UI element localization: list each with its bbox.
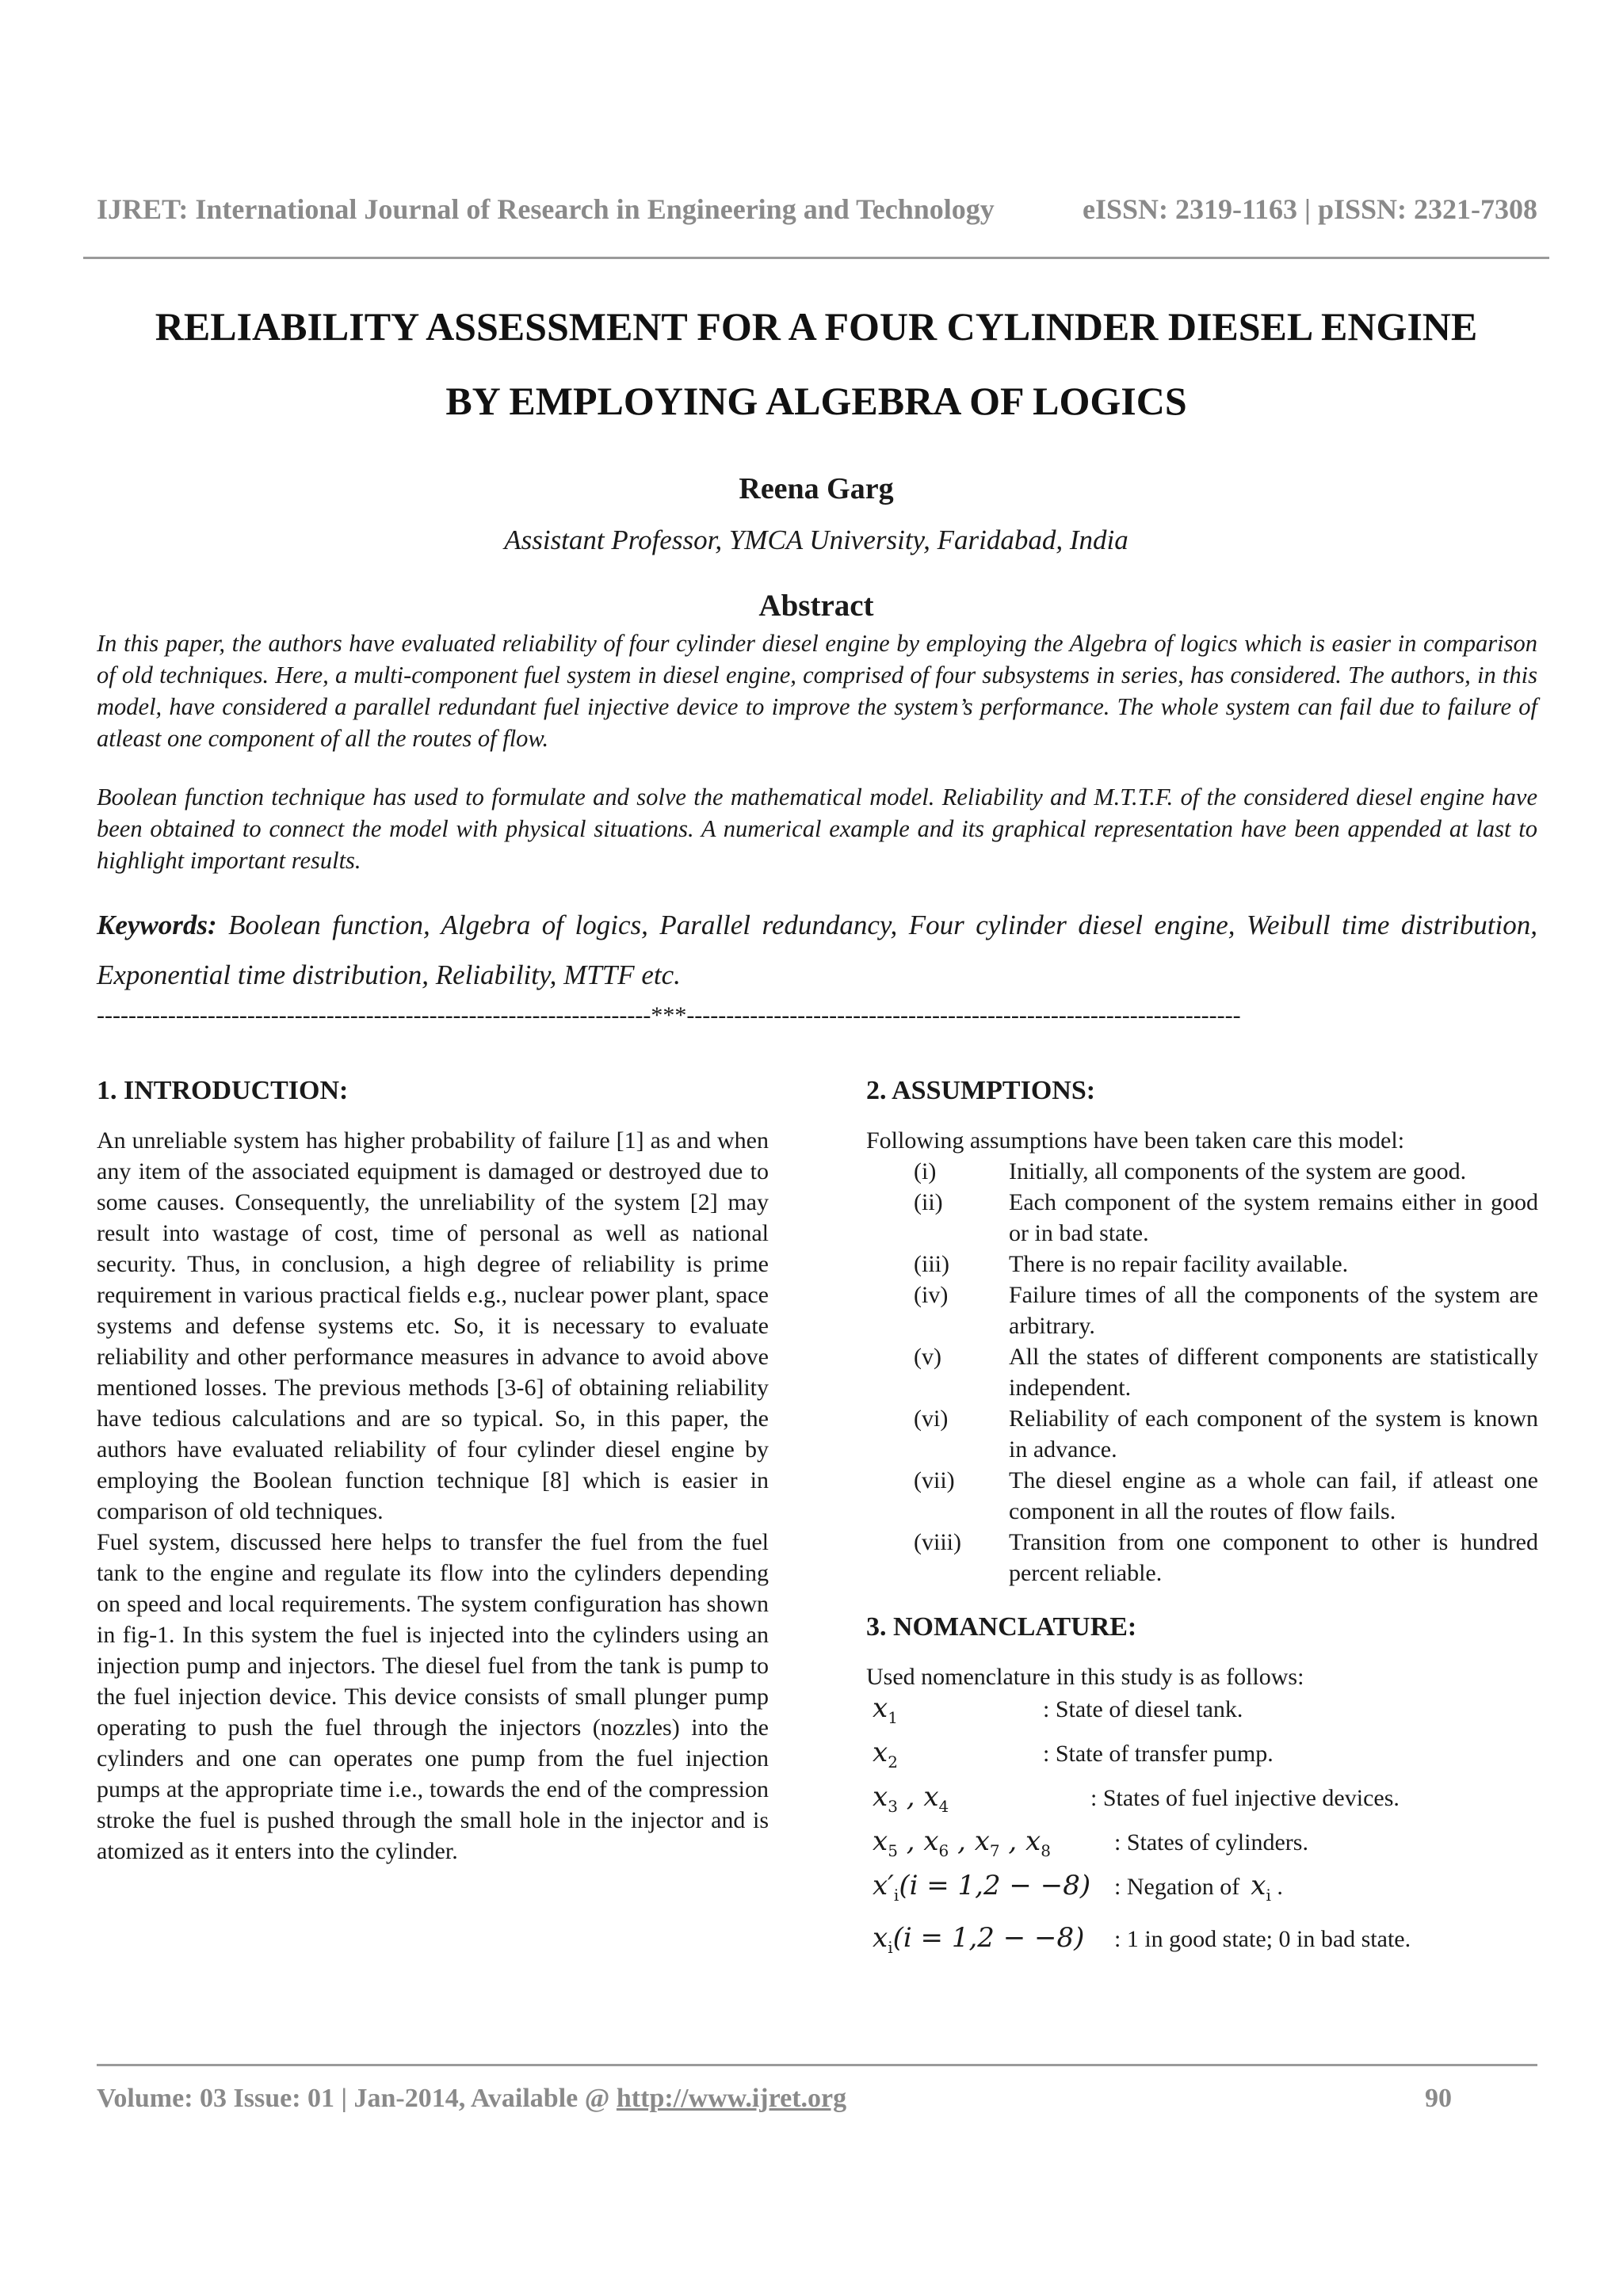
footer-rule (97, 2064, 1537, 2066)
keywords (97, 900, 1537, 1000)
page-number: 90 (1425, 2084, 1452, 2113)
author-name: Reena Garg (739, 472, 894, 505)
nomenclature-row: $x_5$ , $x_6$ , $x_7$ , $x_8$ : States of cylinders. (866, 1825, 1538, 1870)
abstract-paragraph-2: Boolean function technique has used to formulate and solve the mathematical model. Reliability and M.T.T.F. of the considered diesel engine have been obtained to connect the model with physical situations. A numerical example and its graphical representation have been appended at last to highlight important results. (97, 784, 1537, 874)
nomenclature-intro: Used nomenclature in this study is as follows: (866, 1664, 1304, 1690)
symbol-xi-range: $x_i(i = 1,2 - -8)$ (873, 1922, 1085, 1957)
section-divider: ----------------------------------------------------------------------***---------------------------------------------------------------------- (97, 1002, 1241, 1028)
symbol-x5-x8: $x_5$ , $x_6$ , $x_7$ , $x_8$ (873, 1825, 1051, 1860)
journal-link[interactable]: http://www.ijret.org (616, 2084, 847, 2113)
nomenclature-row: $x_1$ : State of diesel tank. (866, 1692, 1538, 1737)
nomenclature-heading: 3. NOMANCLATURE: (866, 1612, 1137, 1642)
footer-volume-info: Volume: 03 Issue: 01 | Jan-2014, Available @ http://www.ijret.org (97, 2084, 847, 2113)
page-footer (97, 2084, 1452, 2114)
list-item: (vi) Reliability of each component of the system is known in advance. (914, 1405, 1538, 1463)
title-line-1: RELIABILITY ASSESSMENT FOR A FOUR CYLINDER DIESEL ENGINE (155, 304, 1478, 349)
symbol-x1: $x_1$ (873, 1692, 898, 1727)
introduction-paragraph-2: Fuel system, discussed here helps to transfer the fuel from the fuel tank to the engine and regulate its flow into the cylinders depending on speed and local requirements. The system configuration has shown in fig-1. In this system the fuel is injected into the cylinders using an injection pump and injectors. The diesel fuel from the tank is pump to the fuel injection device. This device consists of small plunger pump operating to push the fuel through the injectors (nozzles) into the cylinders and one can operates one pump from the fuel injection pumps at the appropriate time i.e., towards the end of the compression stroke the fuel is pushed through the small hole in the injector and is atomized as it enters into the cylinder. (97, 1529, 769, 1864)
list-item: (iii) There is no repair facility available. (914, 1251, 1349, 1277)
journal-name: IJRET: International Journal of Research in Engineering and Technology (97, 193, 995, 225)
author-affiliation: Assistant Professor, YMCA University, Faridabad, India (504, 524, 1128, 555)
symbol-x-prime-i: $x'_i(i = 1,2 - -8)$ (873, 1870, 1091, 1905)
list-item: (i) Initially, all components of the system are good. (914, 1158, 1467, 1184)
symbol-xi: $x_i$ (1251, 1870, 1271, 1905)
abstract-heading: Abstract (758, 589, 874, 623)
nomenclature-row: $x_2$ : State of transfer pump. (866, 1737, 1538, 1781)
list-item: (ii) Each component of the system remains either in good or in bad state. (914, 1189, 1538, 1246)
running-header (97, 193, 1537, 226)
nomenclature-row: $x_3$ , $x_4$ : States of fuel injective devices. (866, 1781, 1538, 1825)
list-item: (vii) The diesel engine as a whole can fail, if atleast one component in all the routes of flow fails. (914, 1467, 1538, 1524)
assumptions-intro: Following assumptions have been taken care this model: (866, 1127, 1405, 1154)
abstract-paragraph-1: In this paper, the authors have evaluated reliability of four cylinder diesel engine by employing the Algebra of logics which is easier in comparison of old techniques. Here, a multi-component fuel system in diesel engine, comprised of four subsystems in series, has considered. The authors, in this model, have considered a parallel redundant fuel injective device to improve the system’s performance. The whole system can fail due to failure of atleast one component of all the routes of flow. (97, 630, 1537, 752)
list-item: (iv) Failure times of all the components of the system are arbitrary. (914, 1282, 1538, 1339)
keywords-label: Keywords: (97, 910, 217, 940)
abstract-body (97, 627, 1537, 903)
symbol-x3-x4: $x_3$ , $x_4$ (873, 1781, 949, 1816)
introduction-heading: 1. INTRODUCTION: (97, 1076, 349, 1105)
left-column (97, 1076, 769, 1867)
issn: eISSN: 2319-1163 | pISSN: 2321-7308 (1083, 193, 1537, 225)
list-item: (v) All the states of different components are statistically independent. (914, 1344, 1538, 1401)
assumptions-list (866, 1156, 1538, 1589)
paper-title (83, 289, 1549, 438)
introduction-paragraph-1: An unreliable system has higher probability of failure [1] as and when any item of the associated equipment is damaged or destroyed due to some causes. Consequently, the unreliability of the system [2] may result into wastage of cost, time of personal as well as national security. Thus, in conclusion, a high degree of reliability is prime requirement in various practical fields e.g., nuclear power plant, space systems and defense systems etc. So, it is necessary to evaluate reliability and other performance measures in advance to avoid above mentioned losses. The previous methods [3-6] of obtaining reliability have tedious calculations and are so typical. So, in this paper, the authors have evaluated reliability of four cylinder diesel engine by employing the Boolean function technique [8] which is easier in comparison of old techniques. (97, 1127, 769, 1524)
right-column (866, 1076, 1538, 1974)
nomenclature-row: $x'_i(i = 1,2 - -8)$ : Negation of $x_i$ . (866, 1870, 1538, 1922)
symbol-x2: $x_2$ (873, 1737, 898, 1772)
introduction-body (97, 1125, 769, 1867)
title-line-2: BY EMPLOYING ALGEBRA OF LOGICS (445, 379, 1187, 423)
header-rule (83, 257, 1549, 259)
list-item: (viii) Transition from one component to other is hundred percent reliable. (914, 1529, 1538, 1586)
assumptions-heading: 2. ASSUMPTIONS: (866, 1076, 1096, 1105)
keywords-text: Boolean function, Algebra of logics, Parallel redundancy, Four cylinder diesel engine, Weibull time distribution, Exponential time distribution, Reliability, MTTF etc. (97, 910, 1537, 990)
nomenclature-row: $x_i(i = 1,2 - -8)$ : 1 in good state; 0 in bad state. (866, 1922, 1538, 1974)
